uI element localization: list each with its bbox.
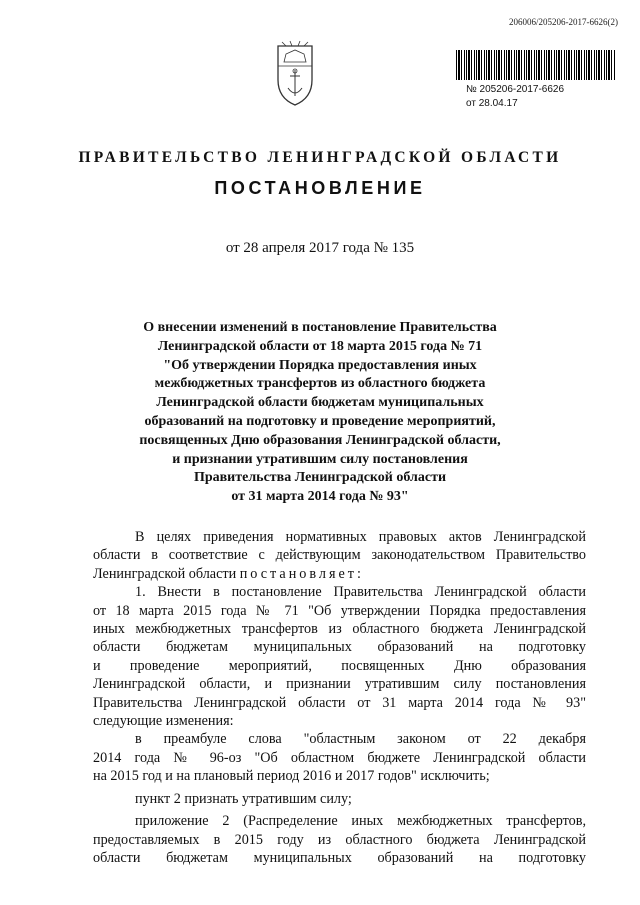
body-line: Правительства Ленинградской области от 31 марта 2014 года № 93" <box>93 694 586 711</box>
title-line: от 31 марта 2014 года № 93" <box>231 489 409 505</box>
document-title <box>110 319 530 507</box>
body-line: иных межбюджетных трансфертов из областного бюджета Ленинградской <box>93 621 586 638</box>
document-code: 206006/205206-2017-6626(2) <box>509 17 618 27</box>
title-line: образований на подготовку и проведение мероприятий, <box>144 413 496 429</box>
registration-date: от 28.04.17 <box>466 98 518 109</box>
body-line: Ленинградской области постановляет: <box>93 565 364 582</box>
title-line: межбюджетных трансфертов из областного бюджета <box>154 376 486 392</box>
body-line: предоставляемых в 2015 году из областного бюджета Ленинградской <box>93 831 586 848</box>
title-line: посвященных Дню образования Ленинградской области, <box>139 432 501 448</box>
body-line: области бюджетам муниципальных образований на подготовку <box>93 639 586 656</box>
body-line: В целях приведения нормативных правовых актов Ленинградской <box>135 529 586 545</box>
title-line: О внесении изменений в постановление Правительства <box>143 320 497 335</box>
body-line: от 18 марта 2015 года № 71 "Об утверждении Порядка предоставления <box>93 602 586 619</box>
body-line: на 2015 год и на плановый период 2016 и 2017 годов" исключить; <box>93 768 490 785</box>
barcode <box>456 50 616 80</box>
body-line: 2014 года № 96-оз "Об областном бюджете Ленинградской области <box>93 749 586 766</box>
registration-number: № 205206-2017-6626 <box>466 84 565 95</box>
body-line: области в соответствие с действующим законодательством Правительство <box>93 547 586 564</box>
title-line: Ленинградской области бюджетам муниципальных <box>156 395 484 411</box>
body-line: в преамбуле слова "областным законом от 22 декабря <box>135 731 586 748</box>
spaced-verb: постановляет: <box>239 565 364 582</box>
document-body <box>93 528 586 867</box>
coat-of-arms-icon <box>270 40 320 108</box>
issuing-authority: ПРАВИТЕЛЬСТВО ЛЕНИНГРАДСКОЙ ОБЛАСТИ <box>78 149 562 166</box>
body-line: области бюджетам муниципальных образований на подготовку <box>93 849 586 866</box>
document-date: от 28 апреля 2017 года № 135 <box>225 240 415 256</box>
title-line: и признании утратившим силу постановления <box>172 451 468 467</box>
body-line: пункт 2 признать утратившим силу; <box>135 790 352 807</box>
body-line: и проведение мероприятий, посвященных Дню образования <box>93 657 586 674</box>
body-line: следующие изменения: <box>93 713 234 730</box>
title-line: Ленинградской области от 18 марта 2015 года № 71 <box>157 338 483 354</box>
body-line: 1. Внести в постановление Правительства Ленинградской области <box>135 584 586 601</box>
document-type: ПОСТАНОВЛЕНИЕ <box>214 178 426 198</box>
title-line: Правительства Ленинградской области <box>193 470 447 486</box>
body-line: приложение 2 (Распределение иных межбюджетных трансфертов, <box>135 813 586 830</box>
body-line: Ленинградской области, и признании утратившим силу постановления <box>93 676 586 693</box>
title-line: "Об утверждении Порядка предоставления иных <box>163 357 477 373</box>
